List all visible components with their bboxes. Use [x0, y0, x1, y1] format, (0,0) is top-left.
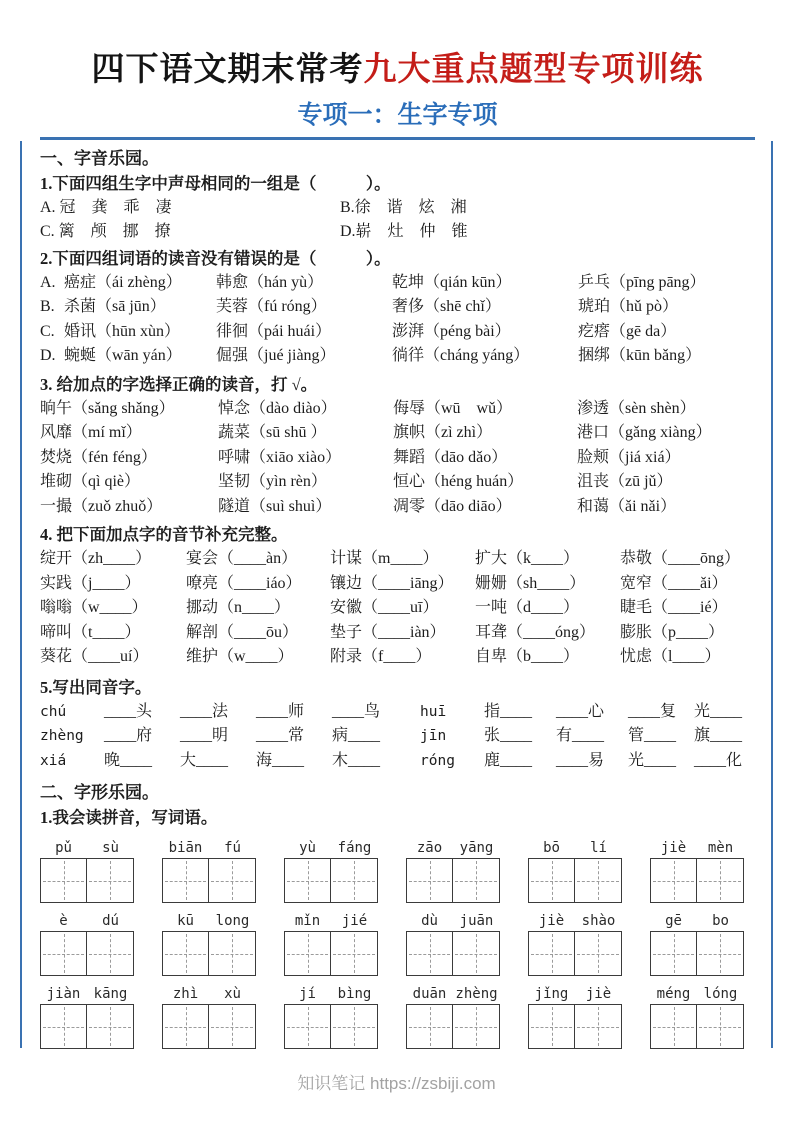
q5-blank-item: 管____ [628, 727, 677, 745]
q4-row [40, 621, 755, 646]
pinyin-syllable: jǐng [534, 986, 569, 1003]
pinyin-syllable: gē [665, 913, 682, 930]
pinyin-syllable: juān [459, 913, 494, 930]
pinyin-syllable: long [215, 913, 250, 930]
q3-word-item: 渗透（sèn shèn） [577, 399, 696, 417]
pinyin-pair [528, 840, 622, 856]
q2-option-label: A. [40, 273, 56, 291]
writing-box-cell [209, 858, 256, 903]
writing-box-cell [406, 858, 453, 903]
q3-row [40, 470, 755, 495]
writing-box-cell [331, 931, 378, 976]
writing-box-cell [209, 1004, 256, 1049]
writing-box-unit [162, 840, 256, 903]
pinyin-syllable: mèn [707, 840, 734, 857]
q5-pinyin-label: xiá [40, 752, 67, 769]
q3-word-item: 隧道（suì shuì） [218, 497, 332, 515]
q3-word-item: 风靡（mí mǐ） [40, 424, 142, 442]
q2-word-item: 韩愈（hán yù） [216, 273, 324, 291]
q4-word-item: 忧虑（l____） [620, 648, 721, 666]
page-title-black: 四下语文期末常考 [91, 50, 364, 87]
q2-option-row [40, 295, 755, 320]
q5-blank-item: 病____ [332, 727, 381, 745]
writing-box-cell [697, 1004, 744, 1049]
q2-word-item: 癌症（ái zhèng） [64, 273, 182, 291]
q2-word-item: 芙蓉（fú róng） [216, 298, 327, 316]
q1-option-D: D.崭 灶 仲 锥 [340, 223, 468, 241]
pinyin-syllable: bo [712, 913, 729, 930]
pinyin-pair [162, 986, 256, 1002]
writing-box-unit [284, 840, 378, 903]
q4-word-item: 嗡嗡（w____） [40, 599, 148, 617]
q3-stem: 3. 给加点的字选择正确的读音，打 √。 [40, 374, 318, 394]
writing-box-cell [284, 931, 331, 976]
q2-word-item: 徜徉（cháng yáng） [392, 347, 530, 365]
q5-blank-item: 光____ [628, 751, 677, 769]
pinyin-writing-grid [40, 840, 755, 1049]
writing-box-cell [650, 931, 697, 976]
pinyin-pair [650, 986, 744, 1002]
q4-stem: 4. 把下面加点字的音节补充完整。 [40, 525, 288, 545]
q4-items [40, 547, 755, 670]
q5-blank-item: 木____ [332, 751, 381, 769]
writing-box-unit [528, 913, 622, 976]
writing-box-cell [697, 858, 744, 903]
q4-word-item: 嘹亮（____iáo） [186, 574, 302, 592]
q3-word-item: 脸颊（jiá xiá） [577, 448, 681, 466]
q4-row [40, 596, 755, 621]
tian-grid [406, 931, 500, 976]
pinyin-syllable: bō [543, 840, 560, 857]
q4-word-item: 恭敬（____ōng） [620, 550, 741, 568]
writing-box-cell [528, 1004, 575, 1049]
writing-box-cell [406, 931, 453, 976]
pinyin-syllable: jié [341, 913, 368, 930]
pinyin-syllable: fú [224, 840, 241, 857]
q4-word-item: 维护（w____） [186, 648, 294, 666]
q3-word-item: 港口（gǎng xiàng） [577, 424, 712, 442]
q5-blank-item: 鹿____ [484, 751, 533, 769]
pinyin-pair [284, 840, 378, 856]
tian-grid [40, 931, 134, 976]
q5-row [40, 700, 755, 725]
q4-row [40, 572, 755, 597]
pinyin-pair [528, 986, 622, 1002]
pinyin-pair [528, 913, 622, 929]
writing-box-unit [40, 986, 134, 1049]
writing-box-cell [209, 931, 256, 976]
q1-option-C: C. 篱 颅 挪 撩 [40, 223, 171, 241]
q5-row [40, 724, 755, 749]
pinyin-syllable: lóng [703, 986, 738, 1003]
q5-blank-item: ____复 [628, 702, 677, 720]
tian-grid [40, 858, 134, 903]
pinyin-pair [40, 986, 134, 1002]
tian-grid [162, 931, 256, 976]
q1-options [40, 196, 755, 245]
q4-word-item: 镶边（____iāng） [330, 574, 454, 592]
q4-word-item: 宴会（____àn） [186, 550, 298, 568]
writing-box-cell [162, 858, 209, 903]
tian-grid [650, 1004, 744, 1049]
q5-blank-item: ____法 [180, 702, 229, 720]
tian-grid [528, 931, 622, 976]
q5-blank-item: ____化 [694, 751, 743, 769]
q2-word-item: 乒乓（pīng pāng） [578, 273, 706, 291]
q2-word-item: 奢侈（shē chǐ） [392, 298, 501, 316]
pinyin-syllable: biān [168, 840, 203, 857]
tian-grid [528, 858, 622, 903]
pinyin-pair [650, 840, 744, 856]
q4-word-item: 膨胀（p____） [620, 623, 725, 641]
writing-box-unit [162, 986, 256, 1049]
writing-box-cell [697, 931, 744, 976]
q5-blank-item: ____心 [556, 702, 605, 720]
pinyin-pair [40, 913, 134, 929]
pinyin-pair [406, 913, 500, 929]
q3-word-item: 焚烧（fén féng） [40, 448, 157, 466]
q3-row [40, 421, 755, 446]
q2-word-item: 乾坤（qián kūn） [392, 273, 512, 291]
pinyin-pair [284, 913, 378, 929]
section1-heading: 一、字音乐园。 [40, 148, 159, 168]
writing-box-unit [650, 986, 744, 1049]
q5-stem: 5.写出同音字。 [40, 677, 152, 697]
writing-box-cell [575, 1004, 622, 1049]
q4-word-item: 安徽（____uī） [330, 599, 439, 617]
q4-word-item: 自卑（b____） [475, 648, 580, 666]
pinyin-syllable: jiàn [46, 986, 81, 1003]
writing-box-unit [650, 913, 744, 976]
q3-word-item: 蔬菜（sū shū ） [218, 424, 327, 442]
q3-word-item: 恒心（héng huán） [393, 473, 524, 491]
q5-pinyin-label: chú [40, 703, 67, 720]
pinyin-syllable: pǔ [55, 840, 72, 857]
q5-items [40, 700, 755, 774]
pinyin-syllable: kāng [93, 986, 128, 1003]
writing-box-unit [528, 840, 622, 903]
q3-word-item: 晌午（sǎng shǎng） [40, 399, 175, 417]
q2-word-item: 徘徊（pái huái） [216, 322, 332, 340]
q3-word-item: 坚韧（yìn rèn） [218, 473, 327, 491]
q4-word-item: 睫毛（____ié） [620, 599, 728, 617]
writing-box-cell [406, 1004, 453, 1049]
q2-stem: 2.下面四组词语的读音没有错误的是（ ）。 [40, 248, 391, 268]
q5-blank-item: 大____ [180, 751, 229, 769]
pinyin-syllable: jiè [660, 840, 687, 857]
pinyin-syllable: lí [590, 840, 607, 857]
tian-grid [528, 1004, 622, 1049]
q3-items [40, 397, 755, 520]
q5-pinyin-label: huī [420, 703, 447, 720]
q1-stem: 1.下面四组生字中声母相同的一组是（ ）。 [40, 173, 391, 193]
tian-grid [284, 1004, 378, 1049]
writing-box-unit [406, 840, 500, 903]
pinyin-syllable: sù [102, 840, 119, 857]
q2-word-item: 杀菌（sā jūn） [64, 298, 166, 316]
writing-box-cell [162, 1004, 209, 1049]
q4-word-item: 扩大（k____） [475, 550, 580, 568]
q4-word-item: 啼叫（t____） [40, 623, 141, 641]
q4-word-item: 计谋（m____） [330, 550, 439, 568]
writing-box-cell [453, 858, 500, 903]
tian-grid [650, 931, 744, 976]
writing-box-cell [87, 1004, 134, 1049]
q4-word-item: 解剖（____ōu） [186, 623, 299, 641]
writing-box-unit [528, 986, 622, 1049]
q5-pinyin-label: zhèng [40, 728, 84, 745]
writing-box-row [40, 986, 755, 1049]
q5-blank-item: 晚____ [104, 751, 153, 769]
q2-word-item: 婚讯（hūn xùn） [64, 322, 181, 340]
q3-word-item: 堆砌（qì qiè） [40, 473, 140, 491]
q3-word-item: 舞蹈（dāo dǎo） [393, 448, 508, 466]
pinyin-syllable: zāo [416, 840, 443, 857]
q2-option-label: C. [40, 322, 55, 340]
q4-word-item: 挪动（n____） [186, 599, 291, 617]
writing-box-cell [162, 931, 209, 976]
q3-word-item: 和蔼（ǎi nǎi） [577, 497, 677, 515]
writing-box-cell [87, 931, 134, 976]
q5-blank-item: ____头 [104, 702, 153, 720]
page-title [40, 50, 755, 88]
section-subtitle: 专项一：生字专项 [297, 100, 498, 129]
q5-blank-item: 指____ [484, 702, 533, 720]
writing-box-unit [284, 913, 378, 976]
q2-word-item: 捆绑（kūn bǎng） [578, 347, 702, 365]
pinyin-syllable: fáng [337, 840, 372, 857]
q5-blank-item: ____师 [256, 702, 305, 720]
pinyin-syllable: xù [224, 986, 241, 1003]
tian-grid [284, 858, 378, 903]
q3-word-item: 悼念（dào diào） [218, 399, 337, 417]
writing-box-cell [575, 858, 622, 903]
q5-blank-item: ____明 [180, 727, 229, 745]
q5-blank-item: 光____ [694, 702, 743, 720]
writing-box-cell [87, 858, 134, 903]
q3-word-item: 凋零（dāo diāo） [393, 497, 512, 515]
pinyin-syllable: jí [299, 986, 316, 1003]
q5-blank-item: ____府 [104, 727, 153, 745]
q2-option-label: D. [40, 347, 56, 365]
q3-row [40, 397, 755, 422]
q5-row [40, 749, 755, 774]
writing-box-unit [40, 840, 134, 903]
q3-row [40, 495, 755, 520]
pinyin-pair [284, 986, 378, 1002]
q1-option-B: B.徐 谐 炫 湘 [340, 198, 467, 216]
q5-blank-item: 海____ [256, 751, 305, 769]
q3-word-item: 呼啸（xiāo xiào） [218, 448, 342, 466]
writing-box-cell [453, 1004, 500, 1049]
page-title-red: 九大重点题型专项训练 [363, 50, 704, 87]
writing-box-cell [650, 858, 697, 903]
writing-box-row [40, 913, 755, 976]
writing-box-cell [40, 858, 87, 903]
writing-box-cell [284, 858, 331, 903]
pinyin-pair [406, 840, 500, 856]
q2-option-label: B. [40, 298, 55, 316]
q5-pinyin-label: róng [420, 752, 455, 769]
writing-box-row [40, 840, 755, 903]
writing-box-cell [453, 931, 500, 976]
q3-row [40, 446, 755, 471]
writing-box-unit [284, 986, 378, 1049]
q5-blank-item: ____常 [256, 727, 305, 745]
pinyin-syllable: jiè [538, 913, 565, 930]
q4-word-item: 葵花（____uí） [40, 648, 149, 666]
writing-box-unit [162, 913, 256, 976]
q4-word-item: 宽窄（____ǎi） [620, 574, 728, 592]
writing-box-cell [528, 931, 575, 976]
pinyin-pair [40, 840, 134, 856]
pinyin-syllable: duān [412, 986, 447, 1003]
q4-word-item: 绽开（zh____） [40, 550, 152, 568]
tian-grid [406, 858, 500, 903]
tian-grid [40, 1004, 134, 1049]
header-divider [40, 137, 755, 140]
sec2-q1-stem: 1.我会读拼音，写词语。 [40, 808, 218, 828]
pinyin-syllable: è [59, 913, 68, 930]
q4-word-item: 垫子（____iàn） [330, 623, 446, 641]
tian-grid [162, 858, 256, 903]
writing-box-unit [406, 986, 500, 1049]
writing-box-cell [284, 1004, 331, 1049]
q5-blank-item: 旗____ [694, 727, 743, 745]
section2-heading: 二、字形乐园。 [40, 783, 159, 803]
q3-word-item: 一撮（zuǒ zhuǒ） [40, 497, 163, 515]
q4-word-item: 姗姗（sh____） [475, 574, 586, 592]
q5-blank-item: ____鸟 [332, 702, 381, 720]
q2-word-item: 琥珀（hǔ pò） [578, 298, 679, 316]
pinyin-syllable: kū [177, 913, 194, 930]
writing-box-unit [40, 913, 134, 976]
q2-option-row [40, 271, 755, 296]
pinyin-pair [162, 913, 256, 929]
writing-box-unit [406, 913, 500, 976]
tian-grid [162, 1004, 256, 1049]
writing-box-cell [40, 1004, 87, 1049]
q2-option-row [40, 320, 755, 345]
q5-pinyin-label: jīn [420, 728, 447, 745]
pinyin-syllable: yù [299, 840, 316, 857]
q5-blank-item: ____易 [556, 751, 605, 769]
q3-word-item: 沮丧（zū jǔ） [577, 473, 673, 491]
writing-box-cell [331, 1004, 378, 1049]
tian-grid [406, 1004, 500, 1049]
q1-option-A: A. 冠 龚 乖 凄 [40, 198, 172, 216]
pinyin-syllable: yāng [459, 840, 494, 857]
footer-watermark: 知识笔记 https://zsbiji.com [297, 1074, 496, 1093]
q5-blank-item: 有____ [556, 727, 605, 745]
tian-grid [650, 858, 744, 903]
q2-option-row [40, 344, 755, 369]
writing-box-cell [331, 858, 378, 903]
pinyin-syllable: méng [656, 986, 691, 1003]
q4-word-item: 实践（j____） [40, 574, 141, 592]
q4-word-item: 耳聋（____óng） [475, 623, 596, 641]
q2-word-item: 澎湃（péng bài） [392, 322, 511, 340]
q4-word-item: 附录（f____） [330, 648, 432, 666]
q2-word-item: 倔强（jué jiàng） [216, 347, 336, 365]
pinyin-pair [406, 986, 500, 1002]
tian-grid [284, 931, 378, 976]
q3-word-item: 侮辱（wū wǔ） [393, 399, 513, 417]
q2-word-item: 疙瘩（gē da） [578, 322, 677, 340]
q2-options [40, 271, 755, 369]
pinyin-pair [650, 913, 744, 929]
writing-box-cell [40, 931, 87, 976]
writing-box-unit [650, 840, 744, 903]
writing-box-cell [575, 931, 622, 976]
pinyin-syllable: bìng [337, 986, 372, 1003]
q5-blank-item: 张____ [484, 727, 533, 745]
q4-row [40, 547, 755, 572]
q4-word-item: 一吨（d____） [475, 599, 580, 617]
pinyin-syllable: dù [421, 913, 438, 930]
q2-word-item: 蜿蜒（wān yán） [64, 347, 182, 365]
pinyin-syllable: jiè [585, 986, 612, 1003]
pinyin-syllable: zhì [172, 986, 199, 1003]
q3-word-item: 旗帜（zì zhì） [393, 424, 493, 442]
pinyin-syllable: zhèng [455, 986, 498, 1003]
pinyin-syllable: dú [102, 913, 119, 930]
writing-box-cell [528, 858, 575, 903]
pinyin-syllable: mǐn [294, 913, 321, 930]
pinyin-pair [162, 840, 256, 856]
writing-box-cell [650, 1004, 697, 1049]
q4-row [40, 645, 755, 670]
pinyin-syllable: shào [581, 913, 616, 930]
